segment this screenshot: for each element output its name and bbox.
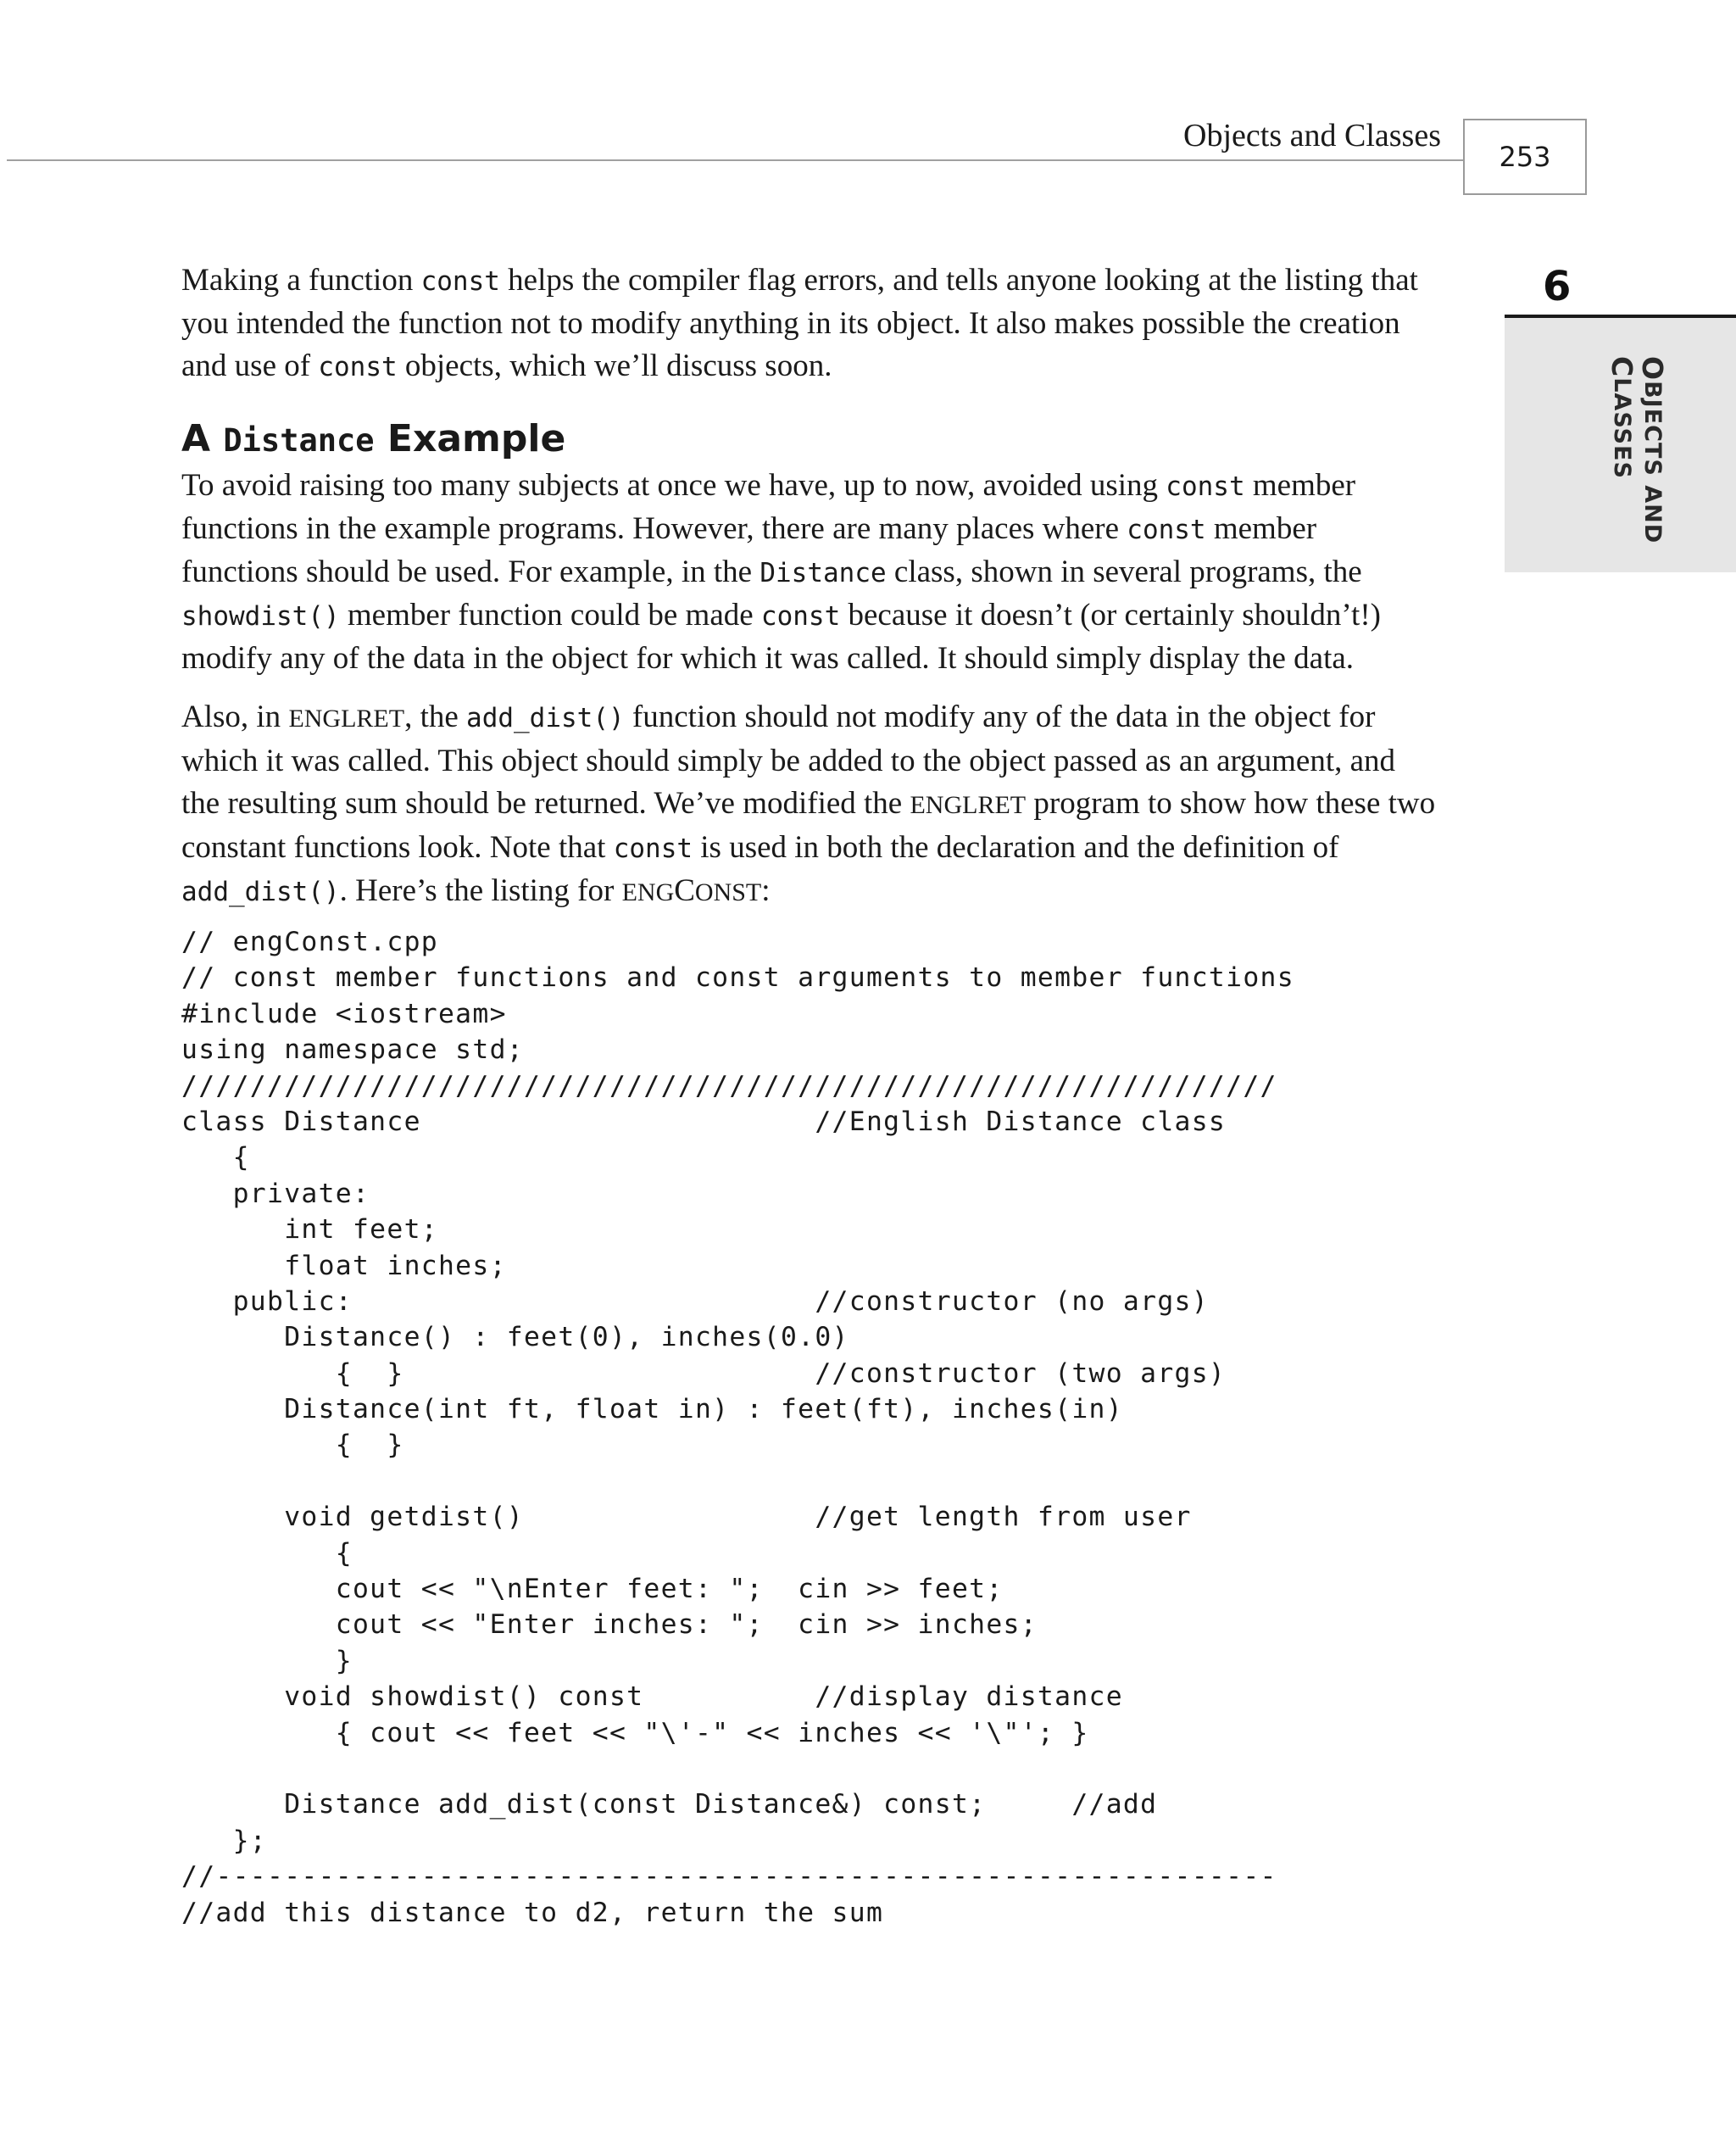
paragraph-const-member-functions: To avoid raising too many subjects at once we have, up to now, avoided using const member functions in the example programs. However, there are many places where const member functions should be used. For example, in the Distance class, shown in several programs, the showdist() member function could be made const because it doesn’t (or certainly shouldn’t!) modify any of the data in the object for which it was called. It should simply display the data. <box>181 468 1381 676</box>
page-number: 253 <box>1499 141 1551 173</box>
code-line: #include <iostream> <box>181 998 507 1029</box>
code-line: { } //constructor (two args) <box>181 1357 1227 1389</box>
code-line: void getdist() //get length from user <box>181 1502 1192 1533</box>
code-line <box>181 1751 1294 1786</box>
thumb-title-line1: OBJECTS AND <box>1636 356 1669 544</box>
code-line: // const member functions and const arguments to member functions <box>181 962 1294 994</box>
code-line: int feet; <box>181 1214 438 1246</box>
code-line: } <box>181 1645 353 1676</box>
code-line: //////////////////////////////////////////////////////////////// <box>181 1070 1277 1101</box>
paragraph-const-intro: Making a function const helps the compiler flag errors, and tells anyone looking at the listing that you intended the function not to modify anything in its object. It also makes possible the creation and use of const objects, which we’ll discuss soon. <box>181 263 1418 383</box>
section-heading: A Distance Example <box>181 417 566 460</box>
code-line: cout << "\nEnter feet: "; cin >> feet; <box>181 1574 1004 1605</box>
code-line: { } <box>181 1430 404 1461</box>
header-rule <box>7 159 1463 161</box>
code-line: //-------------------------------------------------------------- <box>181 1861 1277 1892</box>
chapter-thumb-title <box>1606 356 1667 543</box>
paragraph-englret: Also, in ENGLRET, the add_dist() function should not modify any of the data in the object for which it was called. This object should simply be added to the object passed as an argument, and the resulting sum should be returned. We’ve modified the ENGLRET program to show how these two constant functions look. Note that const is used in both the declaration and the definition of add_dist(). Here’s the listing for ENGCONST: <box>181 700 1436 908</box>
code-line: private: <box>181 1178 370 1209</box>
code-line: // engConst.cpp <box>181 927 438 957</box>
chapter-number: 6 <box>1543 263 1572 310</box>
code-line: class Distance //English Distance class <box>181 1106 1227 1137</box>
running-head-title: Objects and Classes <box>1183 118 1441 153</box>
code-line <box>181 1463 1294 1499</box>
code-line: }; <box>181 1825 267 1856</box>
code-line: float inches; <box>181 1250 507 1281</box>
thumb-title-line2: CLASSES <box>1605 356 1639 479</box>
code-line: public: //constructor (no args) <box>181 1285 1209 1317</box>
code-line: using namespace std; <box>181 1034 524 1066</box>
code-line: Distance add_dist(const Distance&) const; //add <box>181 1789 1158 1820</box>
code-line: void showdist() const //display distance <box>181 1681 1123 1713</box>
page-number-box <box>1463 119 1587 195</box>
code-line: { <box>181 1142 250 1173</box>
code-line: //add this distance to d2, return the sum <box>181 1897 884 1928</box>
code-line: Distance(int ft, float in) : feet(ft), inches(in) <box>181 1394 1123 1425</box>
code-line: Distance() : feet(0), inches(0.0) <box>181 1322 849 1353</box>
code-line: cout << "Enter inches: "; cin >> inches; <box>181 1609 1038 1641</box>
code-line: { <box>181 1537 353 1569</box>
code-line: { cout << feet << "\'-" << inches << '\"'; } <box>181 1717 1089 1748</box>
code-listing <box>181 924 1294 1931</box>
